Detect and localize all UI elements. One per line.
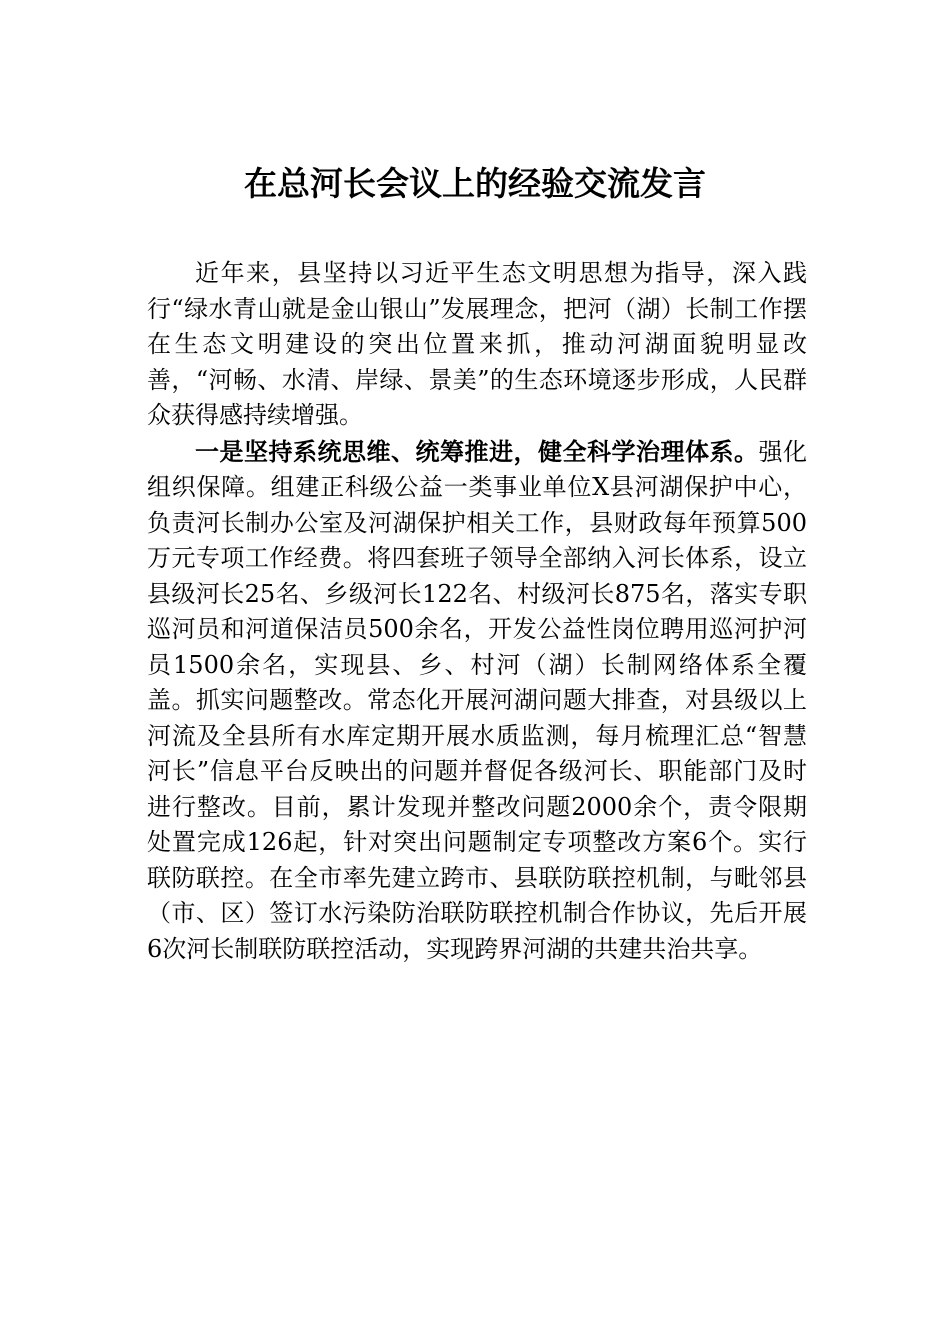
document-title: 在总河长会议上的经验交流发言 bbox=[244, 164, 706, 203]
paragraph-point-one-text: 强化组织保障。组建正科级公益一类事业单位X县河湖保护中心，负责河长制办公室及河湖保护相关工作，县财政每年预算500万元专项工作经费。将四套班子领导全部纳入河长体系，设立县级河长25名、乡级河长122名、村级河长875名，落实专职巡河员和河道保洁员500余名，开发公益性岗位聘用巡河护河员1500余名，实现县、乡、村河（湖）长制网络体系全覆盖。抓实问题整改。常态化开展河湖问题大排查，对县级以上河流及全县所有水库定期开展水质监测，每月梳理汇总“智慧河长”信息平台反映出的问题并督促各级河长、职能部门及时进行整改。目前，累计发现并整改问题2000余个，责令限期处置完成126起，针对突出问题制定专项整改方案6个。实行联防联控。在全市率先建立跨市、县联防联控机制，与毗邻县（市、区）签订水污染防治联防联控机制合作协议，先后开展6次河长制联防联控活动，实现跨界河湖的共建共治共享。 bbox=[147, 437, 807, 963]
paragraph-intro-text: 近年来，县坚持以习近平生态文明思想为指导，深入践行“绿水青山就是金山银山”发展理念，把河（湖）长制工作摆在生态文明建设的突出位置来抓，推动河湖面貌明显改善，“河畅、水清、岸绿、景美”的生态环境逐步形成，人民群众获得感持续增强。 bbox=[147, 259, 807, 429]
paragraph-point-one bbox=[147, 434, 807, 968]
paragraph-point-one-heading: 一是坚持系统思维、统筹推进，健全科学治理体系。 bbox=[195, 436, 759, 466]
paragraph-intro bbox=[147, 256, 807, 434]
document-body bbox=[147, 256, 807, 967]
